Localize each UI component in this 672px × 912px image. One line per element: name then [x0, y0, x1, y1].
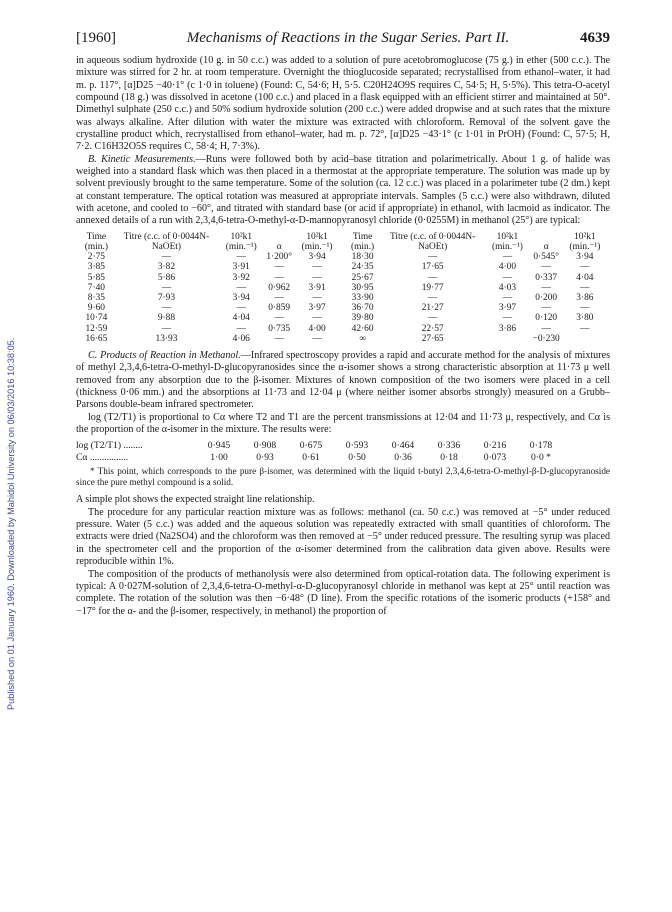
table-cell: 18·30: [351, 252, 374, 263]
table-cell: −0·230: [532, 333, 560, 344]
table-cell: 3·92: [232, 272, 250, 283]
paragraph-log-relation: log (T2/T1) is proportional to Cα where T2 and T1 are the percent transmissions at 12·04 and 11·73 μ, respectively, and Cα is the proportion of the α-isomer in the mixture. The results were:: [76, 411, 610, 436]
table-cell: 0·545°: [533, 252, 559, 263]
table-cell: 21·27: [421, 303, 444, 314]
section-c-text: —Infrared spectroscopy provides a rapid and accurate method for the analysis of mixtures of methyl 2,3,4,6-tetra-O-methyl-D-glucopyranosides since the α-isomer shows a strong characteristic absorption at 11·73 μ well removed from any absorption due to the β-isomer. Mixtures of known composition of the two isomers were placed in a cell (thickness 0·06 mm.) and the absorptions at 11·73 and 12·04 μ (where neither isomer absorbs strongly) measured on a Grubb–Parsons double-beam infrared spectrometer.: [76, 350, 610, 411]
table-cell: 16·65: [85, 333, 108, 344]
paragraph-straight-line: A simple plot shows the expected straight line relationship.: [76, 494, 315, 506]
col-header: α: [276, 242, 282, 253]
table-cell: —: [502, 293, 513, 304]
table-cell: 27·65: [421, 333, 444, 344]
table-cell: 19·77: [421, 282, 444, 293]
table-cell: 4·00: [308, 323, 326, 334]
section-products-methanol: [76, 350, 610, 412]
table-cell: —: [161, 282, 172, 293]
paragraph-composition: The composition of the products of methanolysis were also determined from optical-rotation data. The following experiment is typical: A 0·027M-solution of 2,3,4,6-tetra-O-methyl-α-D-glucopyranosyl chloride in methanol was kept at 25° until reaction was complete. The rotation of the solution was then −6·48° (D line). From the specific rotations of the isomeric products (+158° and −17° for the α- and the β-isomer, respectively, in methanol) the proportion of: [76, 568, 610, 617]
paragraph-preparation: in aqueous sodium hydroxide (10 g. in 50 c.c.) was added to a solution of pure acetobromoglucose (75 g.) in ether (500 c.c.). The mixture was stirred for 2 hr. at room temperature. Overnight the thioglucoside separated; recrystallised from ethanol–water, it had m. p. 117°, [α]D25 −40·1° (c 1·0 in toluene) (Found: C, 54·6; H, 5·5. C20H24O9S requires C, 54·5; H, 5·5%). This tetra-O-acetyl compound (18 g.) was dissolved in acetone (100 c.c.) and placed in a flask equipped with an efficient stirrer and maintained at 50°. Dimethyl sulphate (250 c.c.) and 50% sodium hydroxide solution (200 c.c.) were added dropwise and at such rates that the mixture was always alkaline. After dilution with water the mixture was extracted with chloroform. Removal of the solvent gave the crystalline product which, recrystallised from ethanol–water, had m. p. 72°, [α]D25 −43·1° (c 1·01 in PrOH) (Found: C, 57·5; H, 7·2. C16H32O5S requires C, 58·4; H, 7·3%).: [76, 55, 610, 153]
table-cell: 36·70: [351, 303, 374, 314]
table-cell: 0·337: [535, 272, 558, 283]
table-row: [76, 324, 610, 334]
calibration-cell: 0·178: [529, 440, 553, 452]
table-cell: 12·59: [85, 323, 108, 334]
header-page-number: 4639: [580, 30, 610, 46]
table-cell: —: [236, 252, 246, 263]
table-cell: 42·60: [351, 323, 374, 334]
kinetic-table-header: [76, 232, 610, 252]
section-b-heading: B. Kinetic Measurements.: [88, 153, 196, 165]
calibration-cell: 0·593: [345, 440, 369, 452]
col-header: α: [543, 242, 549, 253]
table-cell: 4·03: [498, 282, 517, 293]
section-kinetic-measurements: [76, 154, 610, 228]
table-cell: 5·85: [87, 272, 105, 283]
col-header: Titre (c.c. of 0·0044N-NaOEt): [389, 231, 476, 253]
table-cell: 25·67: [351, 272, 374, 283]
table-cell: 13·93: [155, 333, 178, 344]
section-b-text: —Runs were followed both by acid–base titration and polarimetrically. About 1 g. of halide was weighed into a standard flask which was then placed in a thermostat at the appropriate temperature. The solution was made up by solvent previously brought to the same temperature. Some of the solution (ca. 12 c.c.) was placed in a polarimeter tube (2 dm.) kept at constant temperature. The optical rotation was measured at appropriate intervals. Samples (5 c.c.) were also withdrawn, diluted with acetone, and cooled to −60°, and titrated with standard base (or acid if appropriate) in ethanol, with lacmoid as indicator. The annexed details of a run with 2,3,4,6-tetra-O-methyl-α-D-mannopyranosyl chloride (0·0255M) in methanol (25°) are typical:: [76, 153, 611, 227]
table-cell: 4·00: [498, 262, 517, 273]
table-cell: —: [502, 313, 513, 324]
table-cell: 3·94: [232, 293, 250, 304]
table-cell: —: [312, 313, 322, 324]
table-cell: 3·97: [308, 303, 326, 314]
table-cell: —: [312, 272, 322, 283]
table-cell: [482, 334, 532, 344]
col-header: Titre (c.c. of 0·0044N-NaOEt): [123, 231, 210, 253]
table-cell: 10·74: [85, 313, 108, 324]
table-cell: 8·35: [87, 293, 105, 304]
calibration-cell: 0·336: [437, 440, 461, 452]
section-c-heading: C. Products of Reaction in Methanol.: [88, 350, 241, 362]
table-cell: —: [236, 303, 246, 314]
table-cell: 1·200°: [266, 252, 292, 263]
table-cell: 0·735: [268, 323, 291, 334]
table-cell: 4·04: [576, 272, 594, 283]
table-cell: —: [580, 323, 590, 334]
table-cell: 5·86: [157, 272, 176, 283]
table-cell: 24·35: [351, 262, 374, 273]
table-row: [76, 283, 610, 293]
calibration-cell: 1·00: [210, 452, 228, 464]
table-cell: —: [274, 333, 284, 344]
calibration-cell: 0·675: [299, 440, 323, 452]
table-row: [76, 273, 610, 283]
table-cell: 7·40: [87, 282, 105, 293]
calibration-row-c-alpha: [76, 452, 564, 464]
table-row: [76, 293, 610, 303]
table-cell: 3·91: [308, 282, 326, 293]
calibration-row-log: [76, 440, 564, 452]
table-cell: —: [580, 282, 590, 293]
table-cell: —: [312, 333, 322, 344]
table-cell: —: [427, 252, 438, 263]
calibration-cell: 0·216: [483, 440, 507, 452]
table-cell: 0·120: [535, 313, 558, 324]
calibration-cell: 0·908: [253, 440, 277, 452]
table-cell: —: [541, 303, 551, 314]
table-cell: —: [236, 323, 246, 334]
table-cell: —: [274, 272, 284, 283]
table-cell: 7·93: [157, 293, 176, 304]
calibration-cell: 0·18: [440, 452, 458, 464]
table-cell: —: [427, 293, 438, 304]
calibration-label-log: log (T2/T1) ........: [76, 440, 143, 452]
kinetic-table: [76, 232, 610, 344]
table-cell: —: [312, 293, 322, 304]
download-notice-text: Published on 01 January 1960. Downloaded by Mahidol University on 06/03/2016 10:38:05.: [6, 337, 16, 710]
calibration-cell: 0·93: [256, 452, 274, 464]
table-cell: —: [541, 282, 551, 293]
table-row: [76, 334, 610, 344]
header-year: [1960]: [76, 30, 116, 46]
table-row: [76, 262, 610, 272]
table-row: [76, 313, 610, 323]
col-header: 10²k1 (min.⁻¹): [569, 231, 601, 253]
table-row: [76, 252, 610, 262]
col-header: Time (min.): [84, 231, 108, 253]
table-cell: —: [502, 252, 513, 263]
table-cell: [560, 334, 610, 344]
table-cell: —: [427, 272, 438, 283]
running-header: [76, 30, 610, 47]
table-cell: —: [274, 293, 284, 304]
table-cell: ∞: [359, 333, 366, 344]
table-cell: 3·91: [232, 262, 250, 273]
table-cell: 3·97: [498, 303, 517, 314]
table-cell: 3·94: [308, 252, 326, 263]
table-cell: 3·82: [157, 262, 176, 273]
table-cell: 0·962: [268, 282, 291, 293]
table-cell: 2·75: [87, 252, 105, 263]
calibration-cell: 0·945: [207, 440, 231, 452]
table-row: [76, 303, 610, 313]
table-cell: —: [274, 262, 284, 273]
table-cell: —: [580, 262, 590, 273]
table-cell: —: [161, 303, 172, 314]
footnote: * This point, which corresponds to the pure β-isomer, was determined with the liquid t-butyl 2,3,4,6-tetra-O-methyl-β-D-glucopyranoside since the pure methyl compound is a solid.: [76, 466, 610, 488]
table-cell: 22·57: [421, 323, 444, 334]
table-cell: 0·200: [535, 293, 558, 304]
table-cell: 33·90: [351, 293, 374, 304]
table-cell: —: [312, 262, 322, 273]
table-cell: —: [427, 313, 438, 324]
calibration-label-c-alpha: Cα ................: [76, 452, 129, 464]
table-cell: 3·86: [576, 293, 594, 304]
table-cell: —: [161, 252, 172, 263]
table-cell: 3·86: [498, 323, 517, 334]
header-title: Mechanisms of Reactions in the Sugar Series. Part II.: [186, 30, 510, 46]
calibration-cell: 0·464: [391, 440, 415, 452]
table-cell: —: [541, 323, 551, 334]
calibration-table: [76, 440, 564, 464]
table-cell: —: [236, 282, 246, 293]
table-cell: 39·80: [351, 313, 374, 324]
calibration-cell: 0·073: [483, 452, 507, 464]
kinetic-table-body: [76, 252, 610, 344]
table-cell: 3·80: [576, 313, 594, 324]
table-cell: 3·85: [87, 262, 105, 273]
table-cell: —: [274, 313, 284, 324]
table-cell: 9·88: [157, 313, 176, 324]
col-header: Time (min.): [350, 231, 375, 253]
table-cell: —: [161, 323, 172, 334]
table-cell: —: [502, 272, 513, 283]
table-cell: —: [541, 262, 551, 273]
table-cell: 9·60: [87, 303, 105, 314]
table-cell: —: [580, 303, 590, 314]
article-page: [76, 30, 610, 618]
table-cell: 30·95: [351, 282, 374, 293]
download-notice: [6, 150, 18, 710]
table-cell: 4·04: [232, 313, 250, 324]
paragraph-procedure: The procedure for any particular reaction mixture was as follows: methanol (ca. 50 c.c.) was removed at −5° under reduced pressure. Water (5 c.c.) was added and the aqueous solution was repeatedly extracted with small quantities of chloroform. The extracts were dried (Na2SO4) and the chloroform was then removed at −5° under reduced pressure. The resulting syrup was placed in the spectrometer cell and the proportion of the α-isomer determined from the calibration data given above. Results were reproducible within 1%.: [76, 506, 610, 568]
calibration-cell: 0·61: [302, 452, 320, 464]
col-header: 10²k1 (min.⁻¹): [491, 231, 523, 253]
calibration-cell: 0·0 *: [531, 452, 551, 464]
col-header: 10²k1 (min.⁻¹): [301, 231, 333, 253]
calibration-cell: 0·50: [348, 452, 366, 464]
col-header: 10²k1 (min.⁻¹): [225, 231, 257, 253]
calibration-cell: 0·36: [394, 452, 412, 464]
table-cell: 0·859: [268, 303, 291, 314]
table-cell: 3·94: [576, 252, 594, 263]
table-cell: 17·65: [421, 262, 444, 273]
table-cell: 4·06: [232, 333, 250, 344]
